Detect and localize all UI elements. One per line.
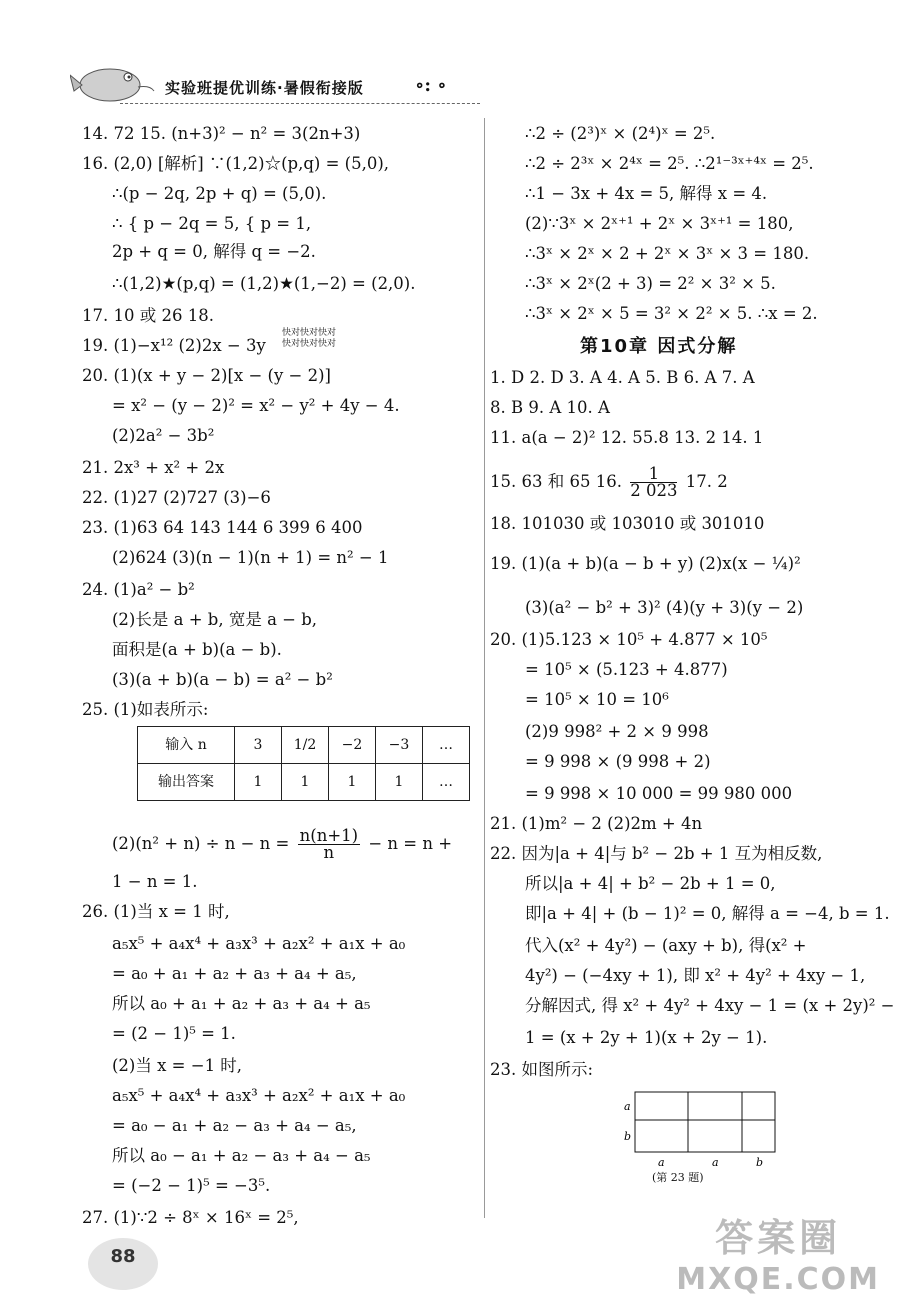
side-label: a: [624, 1100, 631, 1113]
table-cell: 3: [235, 727, 282, 764]
answer-line: 21. 2x³ + x² + 2x: [82, 458, 225, 477]
answer-line: 22. (1)27 (2)727 (3)−6: [82, 488, 271, 507]
answer-line: 4y²) − (−4xy + 1), 即 x² + 4y² + 4xy − 1,: [525, 966, 866, 985]
table-cell: −2: [329, 727, 376, 764]
table-cell: 1: [329, 764, 376, 801]
answer-line: = 9 998 × 10 000 = 99 980 000: [525, 784, 793, 803]
side-label: b: [624, 1130, 632, 1143]
fraction-denominator: n: [323, 843, 335, 862]
answer-line: (2)2a² − 3b²: [112, 426, 215, 445]
stamp-text: 快对快对快对: [282, 339, 337, 349]
answer-line: = (−2 − 1)⁵ = −3⁵.: [112, 1176, 271, 1195]
answer-line: = a₀ − a₁ + a₂ − a₃ + a₄ − a₅,: [112, 1116, 357, 1135]
watermark-url: MXQE.COM: [676, 1262, 880, 1297]
page-number: 88: [88, 1238, 158, 1290]
bottom-label: a: [712, 1156, 719, 1169]
table-cell: …: [423, 764, 470, 801]
answer-line: ∴3ˣ × 2ˣ(2 + 3) = 2² × 3² × 5.: [525, 274, 776, 293]
answer-line: = 9 998 × (9 998 + 2): [525, 752, 711, 771]
answer-line: 8. B 9. A 10. A: [490, 398, 610, 417]
answer-line: 分解因式, 得 x² + 4y² + 4xy − 1 = (x + 2y)² −: [525, 996, 895, 1015]
figure-caption: (第 23 题): [652, 1171, 704, 1184]
answer-line: 20. (1)(x + y − 2)[x − (y − 2)]: [82, 366, 331, 385]
answer-line: 14. 72 15. (n+3)² − n² = 3(2n+3): [82, 124, 361, 143]
table-cell: 输出答案: [138, 764, 235, 801]
table-row: [138, 727, 470, 764]
answer-line: 18. 101030 或 103010 或 301010: [490, 514, 765, 533]
answer-line: 23. 如图所示:: [490, 1060, 594, 1079]
answer-line: 22. 因为|a + 4|与 b² − 2b + 1 互为相反数,: [490, 844, 823, 863]
stamp-text: 快对快对快对: [282, 328, 337, 338]
answer-line: [112, 828, 452, 861]
handwritten-stamp: [282, 328, 336, 350]
answer-line: ∴3ˣ × 2ˣ × 2 + 2ˣ × 3ˣ × 3 = 180.: [525, 244, 810, 263]
header-decoration: ∘: ∘: [415, 75, 447, 96]
expression-part: − n = n +: [368, 834, 453, 853]
answer-line: = 10⁵ × 10 = 10⁶: [525, 690, 669, 709]
answer-line: 即|a + 4| + (b − 1)² = 0, 解得 a = −4, b = 1.: [525, 904, 890, 923]
answer-line: 所以 a₀ + a₁ + a₂ + a₃ + a₄ + a₅: [112, 994, 371, 1013]
answer-line: 26. (1)当 x = 1 时,: [82, 902, 230, 921]
table-row: [138, 764, 470, 801]
dolphin-mascot-icon: [70, 55, 160, 110]
answer-table: [137, 726, 470, 801]
answer-line: 所以 a₀ − a₁ + a₂ − a₃ + a₄ − a₅: [112, 1146, 371, 1165]
answer-line: 1 − n = 1.: [112, 872, 198, 891]
answer-line: (2)长是 a + b, 宽是 a − b,: [112, 610, 318, 629]
table-cell: …: [423, 727, 470, 764]
answer-line: 1. D 2. D 3. A 4. A 5. B 6. A 7. A: [490, 368, 755, 387]
table-cell: 1: [282, 764, 329, 801]
answer-line: = 10⁵ × (5.123 + 4.877): [525, 660, 728, 679]
answer-line: 所以|a + 4| + b² − 2b + 1 = 0,: [525, 874, 776, 893]
answer-line: = (2 − 1)⁵ = 1.: [112, 1024, 236, 1043]
answer-line: ∴ { p − 2q = 5, { p = 1,: [112, 214, 312, 233]
fraction-numerator: n(n+1): [299, 826, 359, 845]
expression-part: 17. 2: [685, 472, 728, 491]
answer-line: (2)9 998² + 2 × 9 998: [525, 722, 709, 741]
fraction-denominator: 2 023: [630, 481, 678, 500]
answer-line: 24. (1)a² − b²: [82, 580, 195, 599]
header-title: 实验班提优训练·暑假衔接版: [165, 79, 364, 97]
column-divider: [484, 118, 485, 1218]
site-watermark: [676, 1207, 880, 1297]
chapter-heading: 第10章 因式分解: [580, 336, 738, 357]
answer-line: = a₀ + a₁ + a₂ + a₃ + a₄ + a₅,: [112, 964, 357, 983]
answer-line: 11. a(a − 2)² 12. 55.8 13. 2 14. 1: [490, 428, 764, 447]
answer-line: ∴2 ÷ (2³)ˣ × (2⁴)ˣ = 2⁵.: [525, 124, 716, 143]
answer-line: 2p + q = 0, 解得 q = −2.: [112, 242, 316, 261]
table-cell: 1: [235, 764, 282, 801]
fraction: [298, 828, 360, 861]
answer-line: 20. (1)5.123 × 10⁵ + 4.877 × 10⁵: [490, 630, 768, 649]
answer-line: 21. (1)m² − 2 (2)2m + 4n: [490, 814, 703, 833]
answer-line: 27. (1)∵2 ÷ 8ˣ × 16ˣ = 2⁵,: [82, 1208, 299, 1227]
answer-line: ∴3ˣ × 2ˣ × 5 = 3² × 2² × 5. ∴x = 2.: [525, 304, 818, 323]
page-header: [60, 55, 480, 115]
answer-line: ∴2 ÷ 2³ˣ × 2⁴ˣ = 2⁵. ∴2¹⁻³ˣ⁺⁴ˣ = 2⁵.: [525, 154, 814, 173]
figure-23: [620, 1090, 780, 1184]
bottom-label: b: [756, 1156, 764, 1169]
answer-line: ∴1 − 3x + 4x = 5, 解得 x = 4.: [525, 184, 768, 203]
answer-line: a₅x⁵ + a₄x⁴ + a₃x³ + a₂x² + a₁x + a₀: [112, 1086, 406, 1105]
answer-line: 19. (1)(a + b)(a − b + y) (2)x(x − ¼)²: [490, 554, 801, 573]
answer-line: [490, 466, 728, 499]
answer-line: ∴(1,2)★(p,q) = (1,2)★(1,−2) = (2,0).: [112, 274, 416, 293]
answer-line: ∴(p − 2q, 2p + q) = (5,0).: [112, 184, 327, 203]
table-cell: 1/2: [282, 727, 329, 764]
answer-line: 面积是(a + b)(a − b).: [112, 640, 282, 659]
watermark-text: 答案圈: [715, 1216, 842, 1260]
answer-line: a₅x⁵ + a₄x⁴ + a₃x³ + a₂x² + a₁x + a₀: [112, 934, 406, 953]
answer-line: (2)∵3ˣ × 2ˣ⁺¹ + 2ˣ × 3ˣ⁺¹ = 180,: [525, 214, 794, 233]
answer-line: (2)624 (3)(n − 1)(n + 1) = n² − 1: [112, 548, 389, 567]
fraction-numerator: 1: [630, 466, 677, 483]
table-cell: 输入 n: [138, 727, 235, 764]
answer-line: (2)当 x = −1 时,: [112, 1056, 243, 1075]
answer-line: (3)(a + b)(a − b) = a² − b²: [112, 670, 333, 689]
answer-line: 25. (1)如表所示:: [82, 700, 209, 719]
bottom-label: a: [658, 1156, 665, 1169]
answer-line: (3)(a² − b² + 3)² (4)(y + 3)(y − 2): [525, 598, 804, 617]
answer-line: 19. (1)−x¹² (2)2x − 3y: [82, 336, 266, 355]
answer-line: 23. (1)63 64 143 144 6 399 6 400: [82, 518, 363, 537]
table-cell: −3: [376, 727, 423, 764]
fraction: [630, 466, 677, 499]
table-cell: 1: [376, 764, 423, 801]
expression-part: (2)(n² + n) ÷ n − n =: [112, 834, 290, 853]
answer-line: 16. (2,0) [解析] ∵(1,2)☆(p,q) = (5,0),: [82, 154, 389, 173]
answer-line: 1 = (x + 2y + 1)(x + 2y − 1).: [525, 1028, 768, 1047]
answer-line: 17. 10 或 26 18.: [82, 306, 214, 325]
answer-line: 代入(x² + 4y²) − (axy + b), 得(x² +: [525, 936, 807, 955]
answer-line: = x² − (y − 2)² = x² − y² + 4y − 4.: [112, 396, 400, 415]
rectangle-diagram: [620, 1090, 780, 1180]
expression-part: 15. 63 和 65 16.: [490, 472, 622, 491]
header-rule: [120, 103, 480, 104]
